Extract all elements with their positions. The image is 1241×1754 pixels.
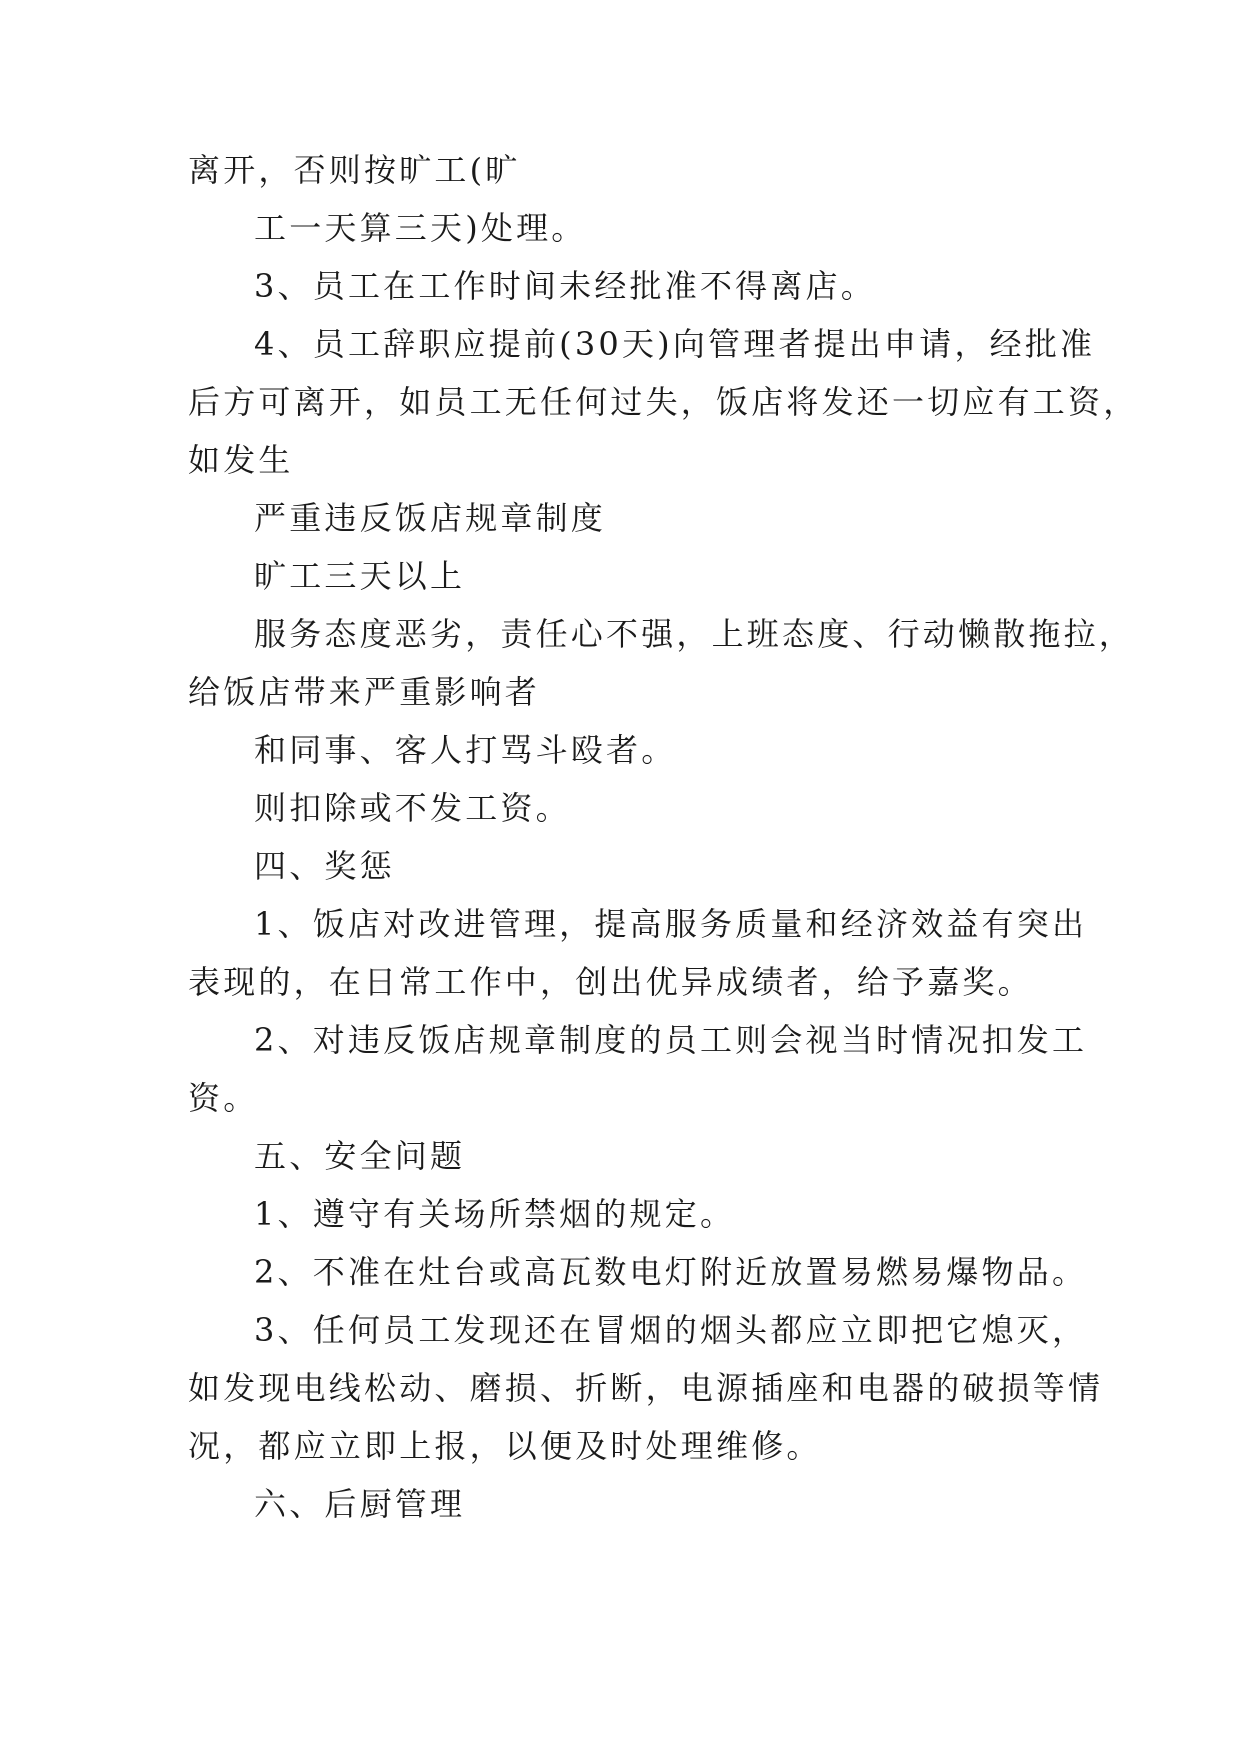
section-heading: 五、安全问题 (254, 1137, 466, 1175)
section-heading: 六、后厨管理 (254, 1485, 466, 1523)
paragraph-line: 1、饭店对改进管理，提高服务质量和经济效益有突出 (254, 905, 1088, 943)
paragraph-line: 给饭店带来严重影响者 (188, 673, 541, 711)
paragraph-line: 旷工三天以上 (254, 557, 466, 595)
paragraph-line: 服务态度恶劣，责任心不强，上班态度、行动懒散拖拉， (254, 615, 1135, 653)
paragraph-line: 后方可离开，如员工无任何过失，饭店将发还一切应有工资， (188, 383, 1139, 421)
paragraph-line: 如发现电线松动、磨损、折断，电源插座和电器的破损等情 (188, 1369, 1104, 1407)
paragraph-line: 如发生 (188, 441, 294, 479)
paragraph-line: 3、员工在工作时间未经批准不得离店。 (254, 267, 876, 305)
paragraph-line: 2、不准在灶台或高瓦数电灯附近放置易燃易爆物品。 (254, 1253, 1088, 1291)
paragraph-line: 资。 (188, 1079, 259, 1117)
paragraph-line: 4、员工辞职应提前(30天)向管理者提出申请，经批准 (254, 325, 1096, 363)
paragraph-line: 2、对违反饭店规章制度的员工则会视当时情况扣发工 (254, 1021, 1088, 1059)
paragraph-line: 工一天算三天)处理。 (254, 209, 587, 247)
paragraph-line: 和同事、客人打骂斗殴者。 (254, 731, 677, 769)
paragraph-line: 况，都应立即上报，以便及时处理维修。 (188, 1427, 822, 1465)
section-heading: 四、奖惩 (254, 847, 395, 885)
paragraph-line: 1、遵守有关场所禁烟的规定。 (254, 1195, 736, 1233)
paragraph-line: 离开，否则按旷工(旷 (188, 151, 521, 189)
paragraph-line: 则扣除或不发工资。 (254, 789, 571, 827)
paragraph-line: 3、任何员工发现还在冒烟的烟头都应立即把它熄灭， (254, 1311, 1088, 1349)
paragraph-line: 表现的，在日常工作中，创出优异成绩者，给予嘉奖。 (188, 963, 1033, 1001)
paragraph-line: 严重违反饭店规章制度 (254, 499, 607, 537)
